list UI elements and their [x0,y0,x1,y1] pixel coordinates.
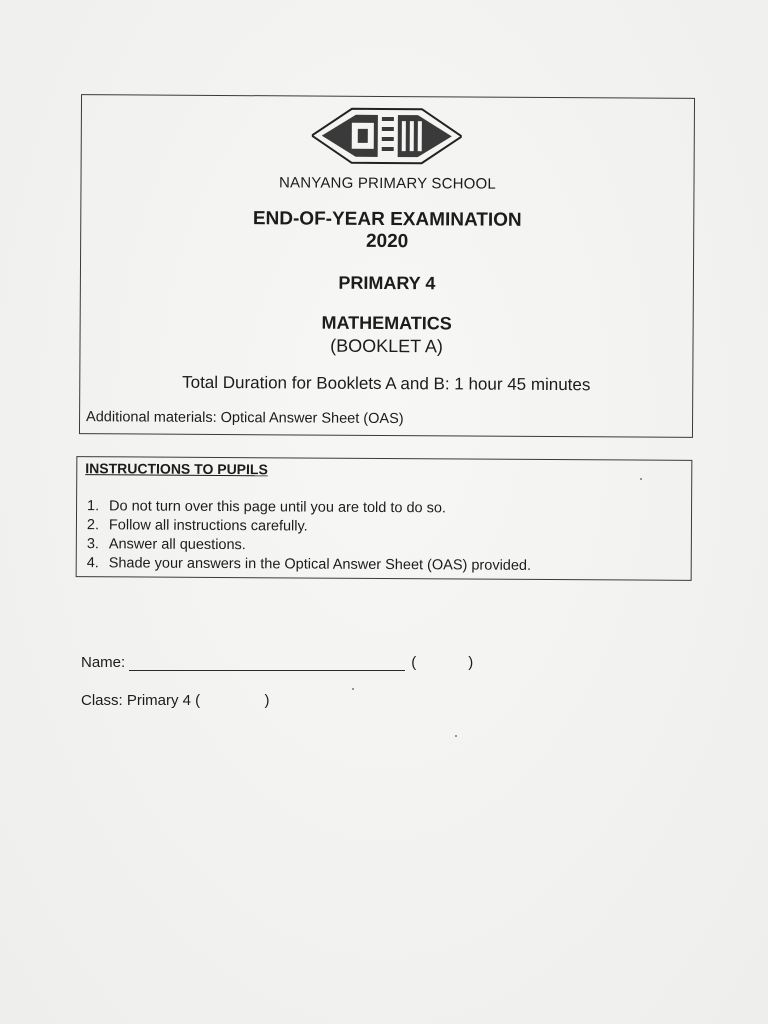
instructions-heading: INSTRUCTIONS TO PUPILS [85,460,268,478]
scan-speck [640,478,642,480]
booklet-label: (BOOKLET A) [330,335,443,357]
school-name: NANYANG PRIMARY SCHOOL [278,174,497,193]
instruction-text: Follow all instructions carefully. [108,517,308,535]
name-blank-line[interactable] [129,654,405,671]
instructions-box [76,456,693,581]
cover-box [79,94,695,438]
subject-heading: MATHEMATICS [321,312,452,334]
exam-title-line1: END-OF-YEAR EXAMINATION [252,208,522,231]
instructions-list [87,497,532,576]
instruction-text: Answer all questions. [108,536,246,554]
level-heading: PRIMARY 4 [338,272,436,294]
class-close: ) [264,692,270,709]
class-field [81,692,270,709]
register-number-open: ( [411,654,417,671]
exam-title [81,207,693,255]
materials-text: Additional materials: Optical Answer Sheet (OAS) [86,409,404,428]
register-number-close: ) [468,654,474,671]
instruction-number: 2. [86,517,100,534]
instruction-text: Do not turn over this page until you are told to do so. [109,498,447,517]
exam-year: 2020 [365,230,409,253]
scan-speck [455,735,457,737]
school-crest-icon [312,105,462,168]
instruction-text: Shade your answers in the Optical Answer Sheet (OAS) provided. [108,555,532,574]
instruction-item [87,554,531,576]
name-label: Name: [81,654,126,671]
class-label: Class: Primary 4 ( [81,692,201,709]
instruction-number: 4. [86,555,99,572]
name-field [81,654,473,671]
scan-speck [352,688,354,690]
duration-text: Total Duration for Booklets A and B: 1 hour 45 minutes [182,372,591,395]
instruction-number: 1. [87,498,100,515]
instruction-number: 3. [86,536,99,553]
